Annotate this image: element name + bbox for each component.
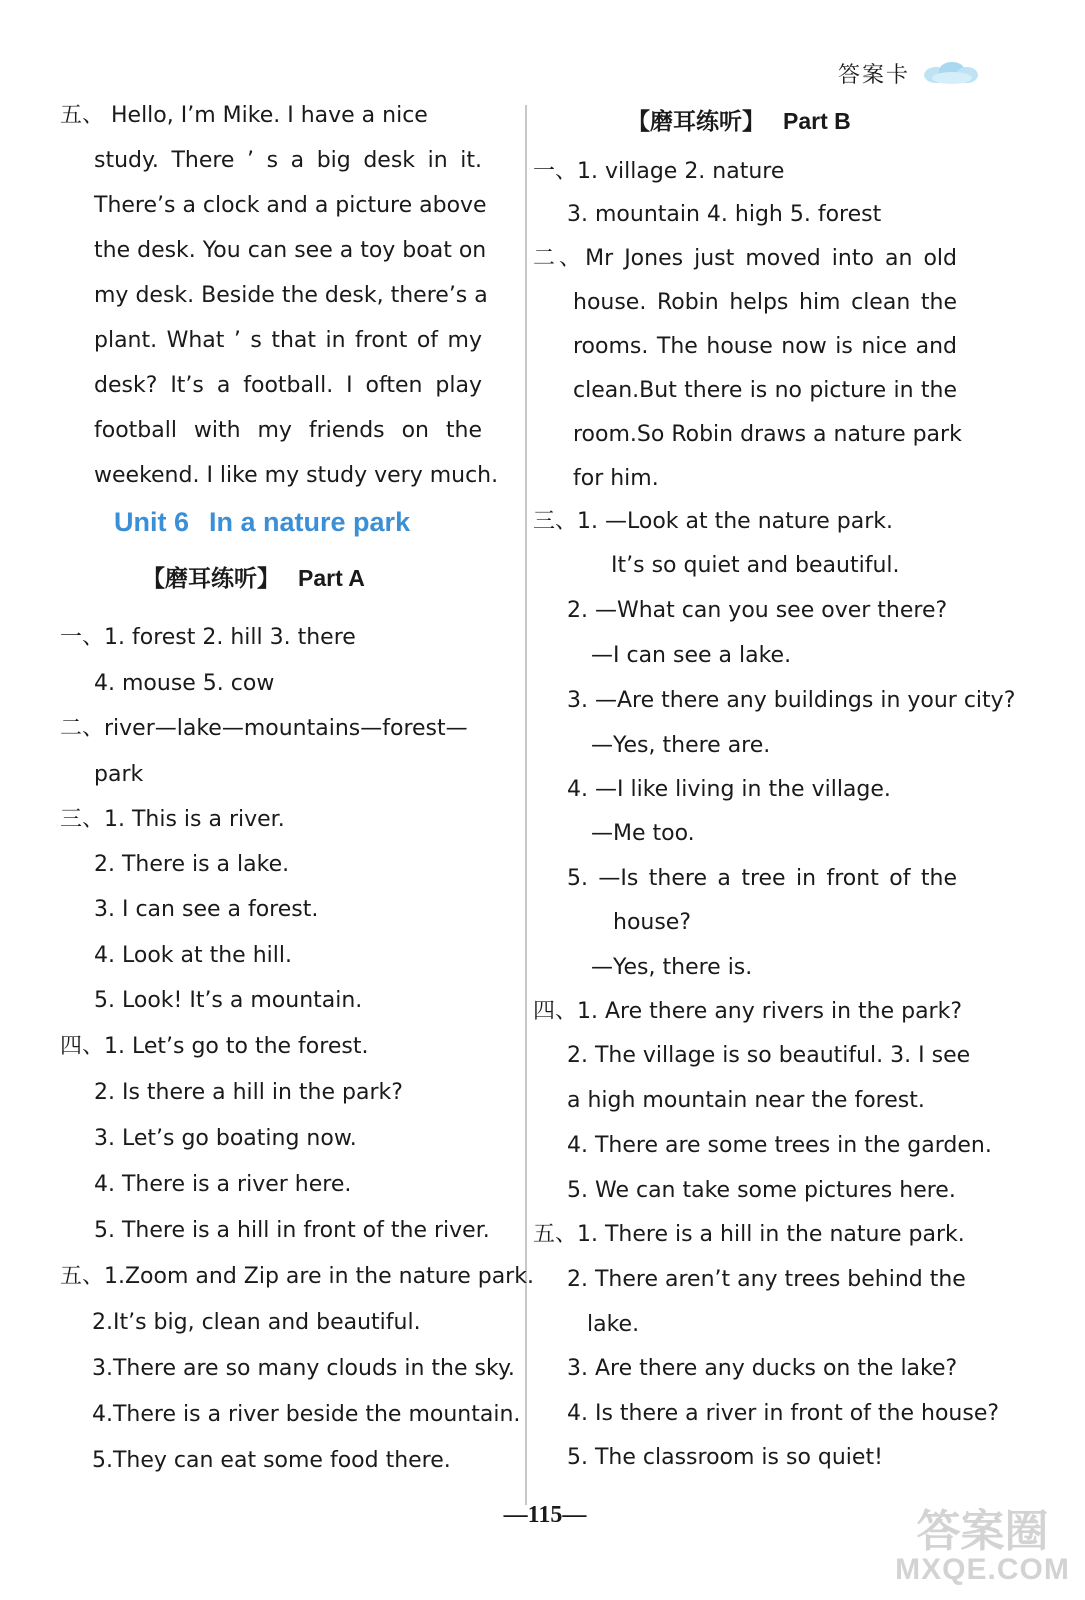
watermark-url: MXQE.COM [895,1553,1070,1586]
text-line: 2. Is there a hill in the park? [94,1080,403,1105]
text-line: study. There ’ s a big desk in it. [94,148,482,173]
text-line: 3. I can see a forest. [94,897,319,922]
watermark [890,1495,1075,1595]
text-line: 4.There is a river beside the mountain. [92,1402,521,1427]
text-line: 2. The village is so beautiful. 3. I see [567,1043,971,1068]
text-line: 一、1. village 2. nature [533,159,785,184]
text-line: 5.They can eat some food there. [92,1448,451,1473]
text-line: 3. Are there any ducks on the lake? [567,1356,958,1381]
text-line: —Me too. [591,821,695,846]
cloud-icon [922,60,980,86]
column-divider [525,105,527,1505]
text-line: 5. There is a hill in front of the river. [94,1218,490,1243]
text-line: 5. We can take some pictures here. [567,1178,956,1203]
unit-name: In a nature park [209,507,411,537]
text-line: 五、 Hello, I’m Mike. I have a nice [60,103,428,128]
text-line: football with my friends on the [94,418,482,443]
text-line: 四、1. Let’s go to the forest. [60,1034,369,1059]
text-line: 一、1. forest 2. hill 3. there [60,625,356,650]
text-line: rooms. The house now is nice and [573,334,957,359]
text-line: 四、1. Are there any rivers in the park? [533,999,963,1024]
text-line: —I can see a lake. [591,643,792,668]
text-line: —Yes, there are. [591,733,771,758]
text-line: house. Robin helps him clean the [573,290,957,315]
section-part: Part B [783,108,851,134]
text-line: my desk. Beside the desk, there’s a [94,283,488,308]
text-line: a high mountain near the forest. [567,1088,925,1113]
text-line: desk? It’s a football. I often play [94,373,482,398]
page-number: —115— [503,1502,587,1528]
text-line: 4. mouse 5. cow [94,671,275,696]
text-line: 二、river—lake—mountains—forest— [60,716,468,741]
section-mark: 【磨耳练听】 [627,109,765,135]
text-line: the desk. You can see a toy boat on [94,238,487,263]
text-line: 4. Is there a river in front of the house? [567,1401,1000,1426]
section-mark: 【磨耳练听】 [142,566,280,592]
section-title-part-b [627,103,851,136]
text-line: —Yes, there is. [591,955,753,980]
text-line: 4. —I like living in the village. [567,777,891,802]
text-line: room.So Robin draws a nature park [573,422,962,447]
text-line: park [94,762,144,787]
text-line: plant. What ’ s that in front of my [94,328,482,353]
text-line: 4. Look at the hill. [94,943,292,968]
text-line: 3. —Are there any buildings in your city? [567,688,1016,713]
watermark-logo-text: 答案圈 [916,1506,1049,1557]
text-line: 二、Mr Jones just moved into an old [533,246,957,271]
text-line: 2. —What can you see over there? [567,598,948,623]
text-line: 5. —Is there a tree in front of the [567,866,957,891]
text-line: 三、1. This is a river. [60,807,285,832]
text-line: 4. There are some trees in the garden. [567,1133,992,1158]
text-line: 2.It’s big, clean and beautiful. [92,1310,421,1335]
text-line: 2. There is a lake. [94,852,290,877]
text-line: There’s a clock and a picture above [94,193,487,218]
text-line: 三、1. —Look at the nature park. [533,509,894,534]
text-line: 3.There are so many clouds in the sky. [92,1356,515,1381]
text-line: 3. Let’s go boating now. [94,1126,357,1151]
text-line: 2. There aren’t any trees behind the [567,1267,966,1292]
text-line: lake. [587,1312,640,1337]
text-line: 五、1.Zoom and Zip are in the nature park. [60,1264,534,1289]
text-line: 五、1. There is a hill in the nature park. [533,1222,965,1247]
text-line: clean.But there is no picture in the [573,378,957,403]
section-part: Part A [298,565,365,591]
text-line: 5. The classroom is so quiet! [567,1445,883,1470]
text-line: It’s so quiet and beautiful. [611,553,900,578]
unit-title [114,507,430,538]
text-line: for him. [573,466,659,491]
text-line: house? [613,910,692,935]
unit-number: Unit 6 [114,507,190,537]
header-label: 答案卡 [838,63,911,88]
text-line: 3. mountain 4. high 5. forest [567,202,882,227]
section-title-part-a [142,560,365,593]
text-line: 5. Look! It’s a mountain. [94,988,363,1013]
text-line: weekend. I like my study very much. [94,463,499,488]
text-line: 4. There is a river here. [94,1172,352,1197]
